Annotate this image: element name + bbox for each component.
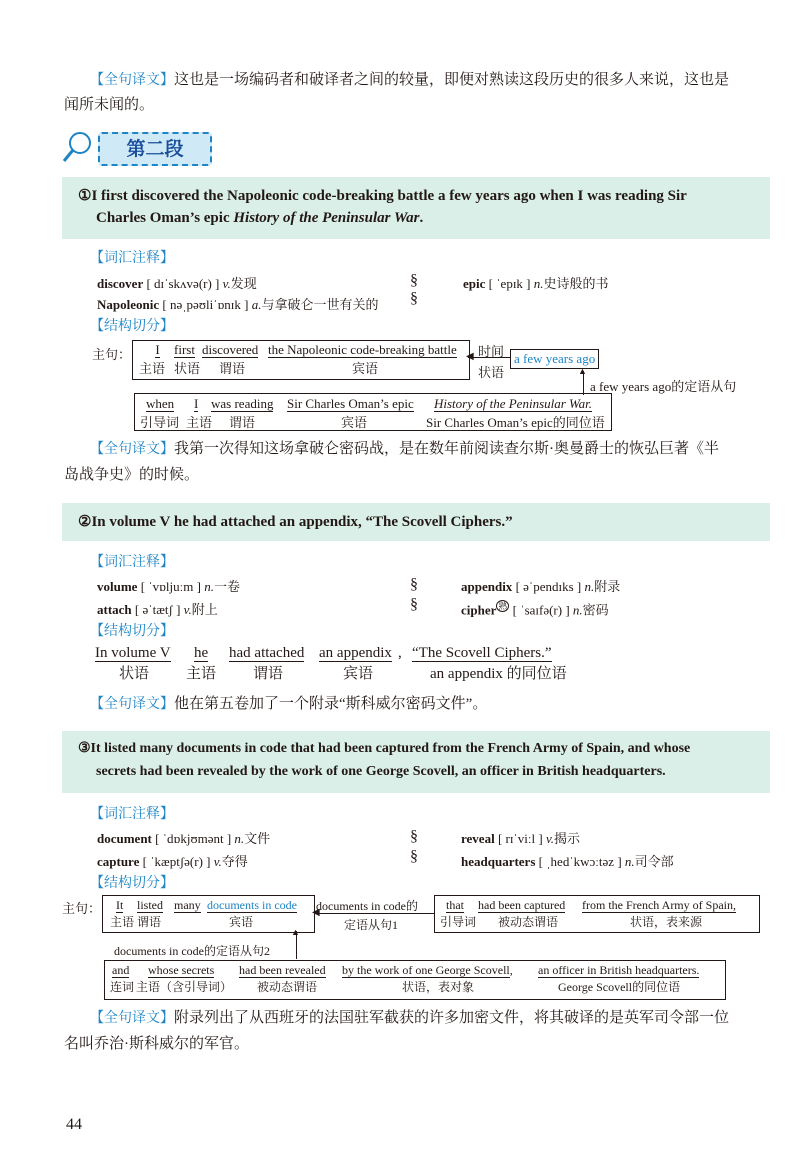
part-cn: 主语	[186, 666, 217, 682]
q3-struct-label: 【结构切分】	[90, 875, 174, 891]
part-en: was reading	[211, 396, 274, 411]
vocab-pos: n.	[572, 602, 583, 618]
vocab-pron: [ ˌhedˈkwɔːtəz ]	[538, 854, 622, 869]
q1-main-label: 主句：	[92, 347, 132, 362]
q3-trans-2: 名叫乔治·斯科威尔的军官。	[64, 1036, 249, 1052]
part-en: documents in code	[207, 898, 297, 912]
section-title: 第二段	[98, 132, 212, 166]
part-en: many	[174, 898, 201, 912]
part-en: when	[146, 396, 175, 411]
part-en: from the French Army of Spain,	[582, 898, 736, 912]
q1-sub-part	[287, 396, 414, 431]
q2-vocab-4	[461, 599, 609, 618]
vocab-word: discover	[97, 276, 144, 291]
divider-squiggle: §	[410, 848, 418, 865]
arrow-up-icon: ▲	[578, 366, 587, 376]
vocab-word: headquarters	[461, 854, 536, 869]
q2-trans-text: 他在第五卷加了一个附录“斯科威尔密码文件”。	[174, 696, 488, 712]
vocab-meaning: 附上	[191, 602, 218, 617]
part-cn: 主语	[110, 915, 135, 929]
arrow-left-icon: ◀	[466, 351, 474, 362]
part-cn: 状语	[119, 666, 150, 682]
vocab-meaning: 揭示	[554, 831, 581, 846]
vocab-meaning: 与拿破仑一世有关的	[261, 297, 379, 312]
q2-part	[186, 645, 217, 683]
arrow-up-icon: ▲	[291, 927, 300, 937]
divider-squiggle: §	[410, 290, 418, 307]
q2-part	[319, 645, 392, 683]
part-en: It	[116, 898, 124, 912]
q1-trans-text: 我第一次得知这场拿破仑密码战，是在数年前阅读查尔斯·奥曼爵士的恢弘巨著《半	[174, 441, 719, 457]
part-cn: an appendix 的同位语	[430, 666, 567, 682]
part-cn: 状语，表对象	[402, 980, 475, 994]
part-cn: 谓语	[137, 915, 162, 929]
part-en: “The Scovell Ciphers.”	[412, 645, 552, 661]
part-cn: Sir Charles Oman’s epic的同位语	[426, 415, 605, 430]
q2-trans-1	[90, 692, 487, 713]
part-en: discovered	[202, 342, 259, 357]
vocab-word: Napoleonic	[97, 297, 160, 312]
part-cn: 谓语	[253, 666, 284, 682]
q2-line-1: ②In volume V he had attached an appendix, “The Scovell Ciphers.”	[78, 514, 513, 530]
divider-squiggle: §	[410, 272, 418, 289]
vocab-pos: v.	[545, 831, 555, 846]
divider-squiggle: §	[410, 596, 418, 613]
vocab-pron: [ ˈsaɪfə(r) ]	[512, 602, 570, 618]
q1-vocab-3	[97, 294, 379, 313]
vocab-word: epic	[463, 276, 486, 291]
q3-rc2-part	[239, 963, 326, 995]
vocab-meaning: 发现	[230, 276, 257, 291]
q3-vocab-label: 【词汇注释】	[90, 806, 174, 822]
q2-trans-label: 【全句译文】	[90, 696, 174, 712]
vocab-word: cipher	[461, 602, 497, 618]
vocab-pos: a.	[251, 297, 262, 312]
q3-mid-cn: 定语从句1	[344, 918, 399, 932]
vocab-pos: v.	[213, 854, 222, 869]
vocab-pron: [ rɪˈviːl ]	[497, 831, 543, 846]
part-cn: 宾语	[352, 361, 379, 376]
q2-vocab-2	[461, 576, 620, 595]
vocab-pos: n.	[624, 854, 635, 869]
intro-text: 这也是一场编码者和破译者之间的较量，即便对熟读这段历史的很多人来说，这也是	[174, 72, 730, 88]
q3-main-label: 主句：	[62, 901, 102, 916]
part-cn: 宾语	[341, 415, 368, 430]
q3-main-part	[174, 898, 201, 913]
intro-line-2: 闻所未闻的。	[64, 97, 155, 113]
vocab-word: reveal	[461, 831, 495, 846]
vocab-word: capture	[97, 854, 140, 869]
part-en: History of the Peninsular War.	[434, 396, 593, 411]
part-en: the Napoleonic code-breaking battle	[268, 342, 457, 357]
part-en: first	[174, 342, 195, 357]
part-en: listed	[137, 898, 163, 912]
q2-vocab-label: 【词汇注释】	[90, 554, 174, 570]
arrow-left-icon: ◀	[312, 907, 320, 918]
q3-rc2-part	[112, 963, 134, 995]
part-cn: 谓语	[229, 415, 256, 430]
part-en: by the work of one George Scovell	[342, 963, 510, 977]
q3-trans-label: 【全句译文】	[90, 1010, 174, 1026]
q3-rc1-part	[582, 898, 736, 930]
part-en: an appendix	[319, 645, 392, 661]
part-en: he	[194, 645, 209, 661]
q1-note: a few years ago的定语从句	[590, 379, 737, 394]
vocab-meaning: 密码	[582, 602, 609, 618]
q2-vocab-3	[97, 599, 218, 618]
vocab-meaning: 一卷	[213, 579, 240, 594]
intro-line-1	[90, 68, 729, 89]
q2-struct-label: 【结构切分】	[90, 623, 174, 639]
vocab-pos: v.	[183, 602, 192, 617]
q3-main-part	[207, 898, 297, 930]
part-cn: George Scovell的同位语	[558, 980, 681, 994]
part-cn: 谓语	[219, 361, 246, 376]
q2-part	[229, 645, 304, 683]
part-cn: 主语（含引导词）	[136, 980, 233, 994]
part-cn: 状语，表来源	[630, 915, 703, 929]
q1-line-2b: History of the Peninsular War	[233, 210, 420, 226]
q3-vocab-4	[461, 851, 674, 870]
vocab-pos: n.	[533, 276, 544, 291]
q1-time-box: a few years ago	[510, 349, 599, 369]
q3-vocab-3	[97, 851, 248, 870]
q3-rc1-part	[478, 898, 565, 930]
q3-vocab-1	[97, 828, 270, 847]
part-cn: 连词	[110, 980, 135, 994]
vocab-pos: n.	[584, 579, 595, 594]
vocab-pron: [ ˈkæptʃə(r) ]	[142, 854, 211, 869]
q3-rc2-part	[136, 963, 233, 995]
vocab-pos: n.	[234, 831, 245, 846]
part-cn: 被动态谓语	[498, 915, 559, 929]
part-cn: 主语	[186, 415, 213, 430]
q1-vocab-label: 【词汇注释】	[90, 250, 174, 266]
part-cn: 引导词	[440, 915, 477, 929]
divider-squiggle: §	[410, 576, 418, 593]
magnifier-icon	[62, 130, 94, 164]
q2-part	[95, 645, 171, 683]
vocab-word: document	[97, 831, 152, 846]
part-en: had attached	[229, 645, 305, 661]
page-number: 44	[66, 1116, 82, 1133]
part-en: I	[155, 342, 160, 357]
q1-trans-2: 岛战争史》的时候。	[64, 467, 200, 483]
q1-sub-part	[186, 396, 213, 431]
q1-time-word: 时间	[478, 344, 505, 359]
q1-sub-part	[426, 396, 605, 431]
q1-main-part	[139, 342, 166, 377]
vocab-word: attach	[97, 602, 132, 617]
q3-trans-1	[90, 1006, 729, 1027]
q3-vocab-2	[461, 828, 580, 847]
vocab-pron: [ nəˌpəʊliˈɒnɪk ]	[162, 297, 249, 312]
vocab-pron: [ ˈepɪk ]	[488, 276, 531, 291]
part-en: whose secrets	[148, 963, 215, 977]
q3-note2: documents in code的定语从句2	[114, 944, 270, 958]
q2-vocab-1	[97, 576, 240, 595]
q3-trans-text: 附录列出了从西班牙的法国驻军截获的许多加密文件，将其破译的是英军司令部一位	[174, 1010, 730, 1026]
part-cn: 状语	[174, 361, 201, 376]
part-en: I	[194, 396, 199, 411]
q3-main-part	[137, 898, 163, 930]
vocab-meaning: 史诗般的书	[543, 276, 609, 291]
q3-line-1: ③It listed many documents in code that had been captured from the French Army of Spain, and whose	[78, 741, 691, 756]
part-en: an officer in British headquarters.	[538, 963, 700, 977]
q3-rc1-part	[440, 898, 477, 930]
vocab-meaning: 夺得	[221, 854, 248, 869]
part-en: Sir Charles Oman’s epic	[287, 396, 414, 411]
q1-main-part	[268, 342, 457, 377]
q1-main-part	[174, 342, 200, 377]
vocab-pron: [ dɪˈskʌvə(r) ]	[146, 276, 220, 291]
vocab-pron: [ əˈtætʃ ]	[134, 602, 181, 617]
vocab-meaning: 文件	[244, 831, 271, 846]
divider-squiggle: §	[410, 828, 418, 845]
vocab-pron: [ ˈvɒljuːm ]	[140, 579, 201, 594]
q1-main-part	[202, 342, 258, 377]
vocab-meaning: 附录	[594, 579, 621, 594]
q1-trans-1	[90, 437, 719, 458]
q3-rc2-part: by the work of one George Scovell, 状语，表对象	[342, 963, 513, 994]
vocab-word: volume	[97, 579, 138, 594]
vocab-meaning: 司令部	[634, 854, 674, 869]
vocab-pron: [ ˈdɒkjʊmənt ]	[155, 831, 232, 846]
vocab-pos: n.	[204, 579, 214, 594]
q1-sub-part	[211, 396, 273, 431]
q1-line-2	[96, 210, 423, 227]
part-cn: 宾语	[229, 915, 254, 929]
q2-comma: ,	[398, 645, 402, 661]
q1-line-2a: Charles Oman’s epic	[96, 210, 234, 226]
part-en: In volume V	[95, 645, 171, 661]
q3-main-part	[110, 898, 135, 930]
part-cn: 主语	[139, 361, 166, 376]
familiar-badge: 熟	[498, 601, 508, 611]
part-cn: 引导词	[140, 415, 180, 430]
q1-line-2c: .	[419, 210, 424, 226]
q1-vocab-2	[463, 273, 609, 292]
q1-trans-label: 【全句译文】	[90, 441, 174, 457]
part-en: and	[112, 963, 130, 977]
q3-rc2-part	[538, 963, 699, 995]
part-en: that	[446, 898, 464, 912]
q3-mid-en: documents in code的	[316, 899, 418, 913]
vocab-pron: [ əˈpendɪks ]	[515, 579, 582, 594]
vocab-pos: v.	[222, 276, 231, 291]
vocab-word: appendix	[461, 579, 513, 594]
part-en: had been revealed	[239, 963, 326, 977]
q1-vocab-1	[97, 273, 257, 292]
q1-struct-label: 【结构切分】	[90, 318, 174, 334]
part-cn: 宾语	[343, 666, 374, 682]
q1-sub-part	[140, 396, 180, 431]
part-cn: 被动态谓语	[257, 980, 318, 994]
q3-line-2: secrets had been revealed by the work of one George Scovell, an officer in British headquarters.	[96, 764, 666, 779]
q2-part	[412, 645, 567, 683]
part-en: had been captured	[478, 898, 566, 912]
q1-time-cn: 状语	[478, 365, 505, 380]
intro-label: 【全句译文】	[90, 72, 174, 88]
q1-line-1: ①I first discovered the Napoleonic code-breaking battle a few years ago when I was reading Sir	[78, 188, 687, 204]
